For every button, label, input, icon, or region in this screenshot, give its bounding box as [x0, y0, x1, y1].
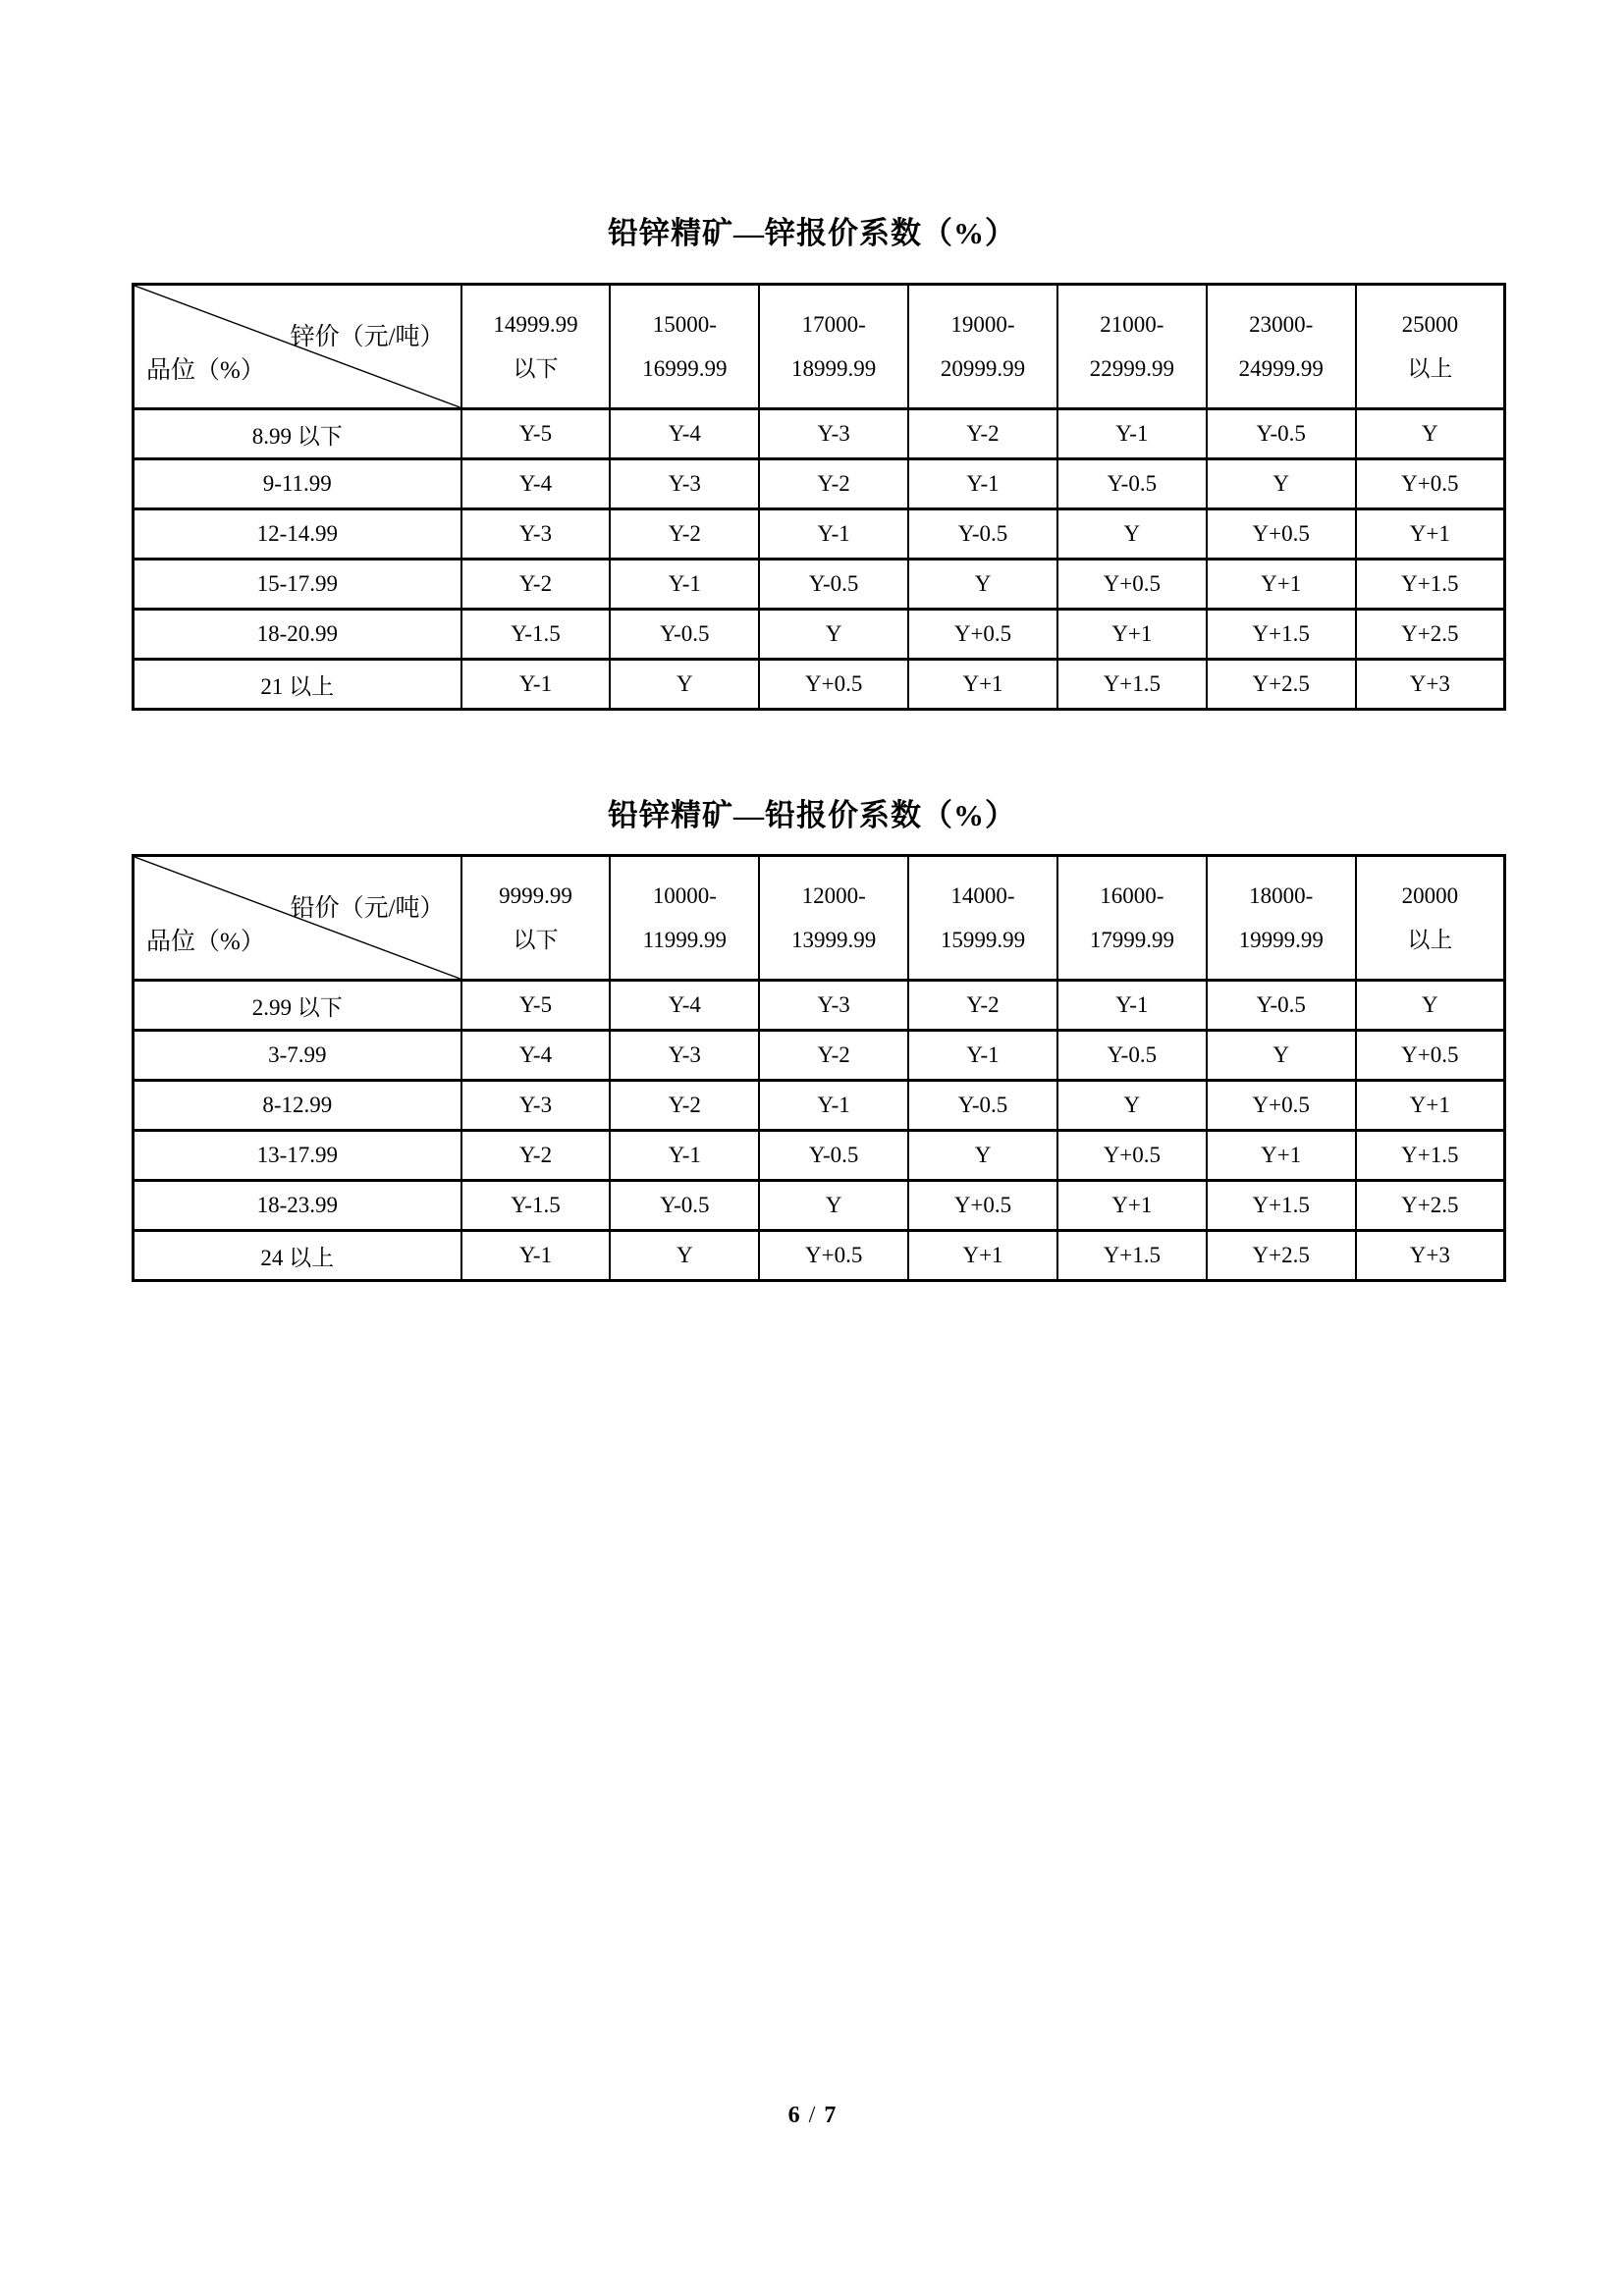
price-range-line2: 以下 [513, 928, 559, 952]
price-range-line2: 16999.99 [642, 356, 728, 381]
price-range-header [1057, 856, 1207, 981]
price-range-line2: 13999.99 [791, 928, 877, 952]
value-cell: Y+0.5 [759, 1231, 908, 1281]
table-row [134, 1031, 1505, 1081]
price-range-line2: 17999.99 [1089, 928, 1174, 952]
value-cell: Y-1 [759, 509, 908, 560]
grade-cell: 13-17.99 [134, 1131, 461, 1181]
value-cell: Y-2 [610, 1081, 759, 1131]
table-row [134, 509, 1505, 560]
zinc-table-title: 铅锌精矿—锌报价系数（%） [608, 216, 1016, 250]
value-cell: Y [759, 1181, 908, 1231]
price-range-line1: 25000 [1401, 312, 1459, 337]
value-cell: Y-0.5 [908, 509, 1057, 560]
value-cell: Y-2 [759, 1031, 908, 1081]
price-range-line1: 20000 [1401, 883, 1459, 908]
value-cell: Y+0.5 [1207, 509, 1356, 560]
page-footer [0, 2103, 1624, 2129]
price-range-header [908, 856, 1057, 981]
value-cell: Y+0.5 [908, 610, 1057, 660]
value-cell: Y-5 [461, 981, 611, 1031]
value-cell: Y+1.5 [1207, 1181, 1356, 1231]
grade-cell: 8-12.99 [134, 1081, 461, 1131]
value-cell: Y-3 [610, 1031, 759, 1081]
price-range-line2: 24999.99 [1238, 356, 1324, 381]
value-cell: Y+2.5 [1207, 1231, 1356, 1281]
grade-cell: 21 以上 [134, 660, 461, 710]
price-range-line1: 18000- [1249, 883, 1314, 908]
header-row [134, 285, 1505, 409]
value-cell: Y+1 [1207, 560, 1356, 610]
grade-axis-label: 品位（%） [146, 929, 265, 955]
value-cell: Y+1 [1207, 1131, 1356, 1181]
value-cell: Y+1.5 [1057, 1231, 1207, 1281]
price-range-header [610, 285, 759, 409]
grade-cell: 24 以上 [134, 1231, 461, 1281]
corner-cell [134, 285, 461, 409]
price-range-line1: 16000- [1100, 883, 1164, 908]
value-cell: Y+1 [908, 660, 1057, 710]
value-cell: Y-0.5 [1207, 981, 1356, 1031]
grade-cell: 2.99 以下 [134, 981, 461, 1031]
value-cell: Y+0.5 [1057, 560, 1207, 610]
table-row [134, 660, 1505, 710]
value-cell: Y-1 [610, 560, 759, 610]
value-cell: Y-0.5 [908, 1081, 1057, 1131]
price-range-line2: 18999.99 [791, 356, 877, 381]
value-cell: Y+0.5 [1356, 459, 1505, 509]
price-range-header [1057, 285, 1207, 409]
value-cell: Y-0.5 [1207, 409, 1356, 459]
price-range-line1: 23000- [1249, 312, 1314, 337]
table-row [134, 1081, 1505, 1131]
price-range-line2: 以上 [1407, 356, 1453, 381]
price-range-line2: 15999.99 [940, 928, 1026, 952]
grade-cell: 18-20.99 [134, 610, 461, 660]
value-cell: Y-2 [759, 459, 908, 509]
price-range-line1: 10000- [652, 883, 717, 908]
value-cell: Y-3 [759, 981, 908, 1031]
value-cell: Y+2.5 [1356, 610, 1505, 660]
value-cell: Y+0.5 [1057, 1131, 1207, 1181]
value-cell: Y-1.5 [461, 610, 611, 660]
value-cell: Y-0.5 [610, 610, 759, 660]
value-cell: Y+1.5 [1207, 610, 1356, 660]
value-cell: Y [908, 1131, 1057, 1181]
value-cell: Y-4 [610, 981, 759, 1031]
value-cell: Y-0.5 [759, 1131, 908, 1181]
value-cell: Y-2 [908, 981, 1057, 1031]
value-cell: Y-1 [759, 1081, 908, 1131]
grade-cell: 15-17.99 [134, 560, 461, 610]
table-row [134, 1181, 1505, 1231]
value-cell: Y-4 [610, 409, 759, 459]
value-cell: Y+0.5 [908, 1181, 1057, 1231]
value-cell: Y-1 [908, 459, 1057, 509]
page-number-total: 7 [824, 2103, 837, 2128]
grade-cell: 12-14.99 [134, 509, 461, 560]
value-cell: Y-4 [461, 1031, 611, 1081]
value-cell: Y [1057, 1081, 1207, 1131]
value-cell: Y+2.5 [1207, 660, 1356, 710]
price-range-line2: 22999.99 [1089, 356, 1174, 381]
grade-cell: 3-7.99 [134, 1031, 461, 1081]
table-row [134, 409, 1505, 459]
value-cell: Y-2 [610, 509, 759, 560]
price-range-line1: 14999.99 [493, 312, 578, 337]
price-range-header [461, 856, 611, 981]
price-range-line2: 20999.99 [940, 356, 1026, 381]
value-cell: Y-0.5 [1057, 1031, 1207, 1081]
page-number-separator: / [808, 2103, 816, 2128]
table-row [134, 981, 1505, 1031]
value-cell: Y+0.5 [1207, 1081, 1356, 1131]
value-cell: Y+1.5 [1356, 1131, 1505, 1181]
value-cell: Y-3 [759, 409, 908, 459]
table-row [134, 459, 1505, 509]
value-cell: Y-1 [1057, 409, 1207, 459]
grade-cell: 18-23.99 [134, 1181, 461, 1231]
value-cell: Y [1356, 981, 1505, 1031]
value-cell: Y+1.5 [1356, 560, 1505, 610]
value-cell: Y+2.5 [1356, 1181, 1505, 1231]
value-cell: Y+1.5 [1057, 660, 1207, 710]
value-cell: Y-0.5 [759, 560, 908, 610]
value-cell: Y-0.5 [610, 1181, 759, 1231]
value-cell: Y-1 [610, 1131, 759, 1181]
value-cell: Y-3 [610, 459, 759, 509]
value-cell: Y+1 [1356, 1081, 1505, 1131]
page-number-current: 6 [787, 2103, 800, 2128]
grade-cell: 9-11.99 [134, 459, 461, 509]
value-cell: Y [759, 610, 908, 660]
value-cell: Y-5 [461, 409, 611, 459]
price-range-line2: 以上 [1407, 928, 1453, 952]
table-row [134, 1131, 1505, 1181]
value-cell: Y-3 [461, 509, 611, 560]
value-cell: Y [1057, 509, 1207, 560]
price-range-header [759, 856, 908, 981]
price-range-line1: 9999.99 [499, 883, 572, 908]
zinc-coefficient-table [132, 283, 1506, 711]
value-cell: Y+1 [1057, 1181, 1207, 1231]
price-range-line1: 17000- [801, 312, 866, 337]
value-cell: Y-0.5 [1057, 459, 1207, 509]
value-cell: Y [1356, 409, 1505, 459]
lead-table-title: 铅锌精矿—铅报价系数（%） [608, 798, 1016, 832]
table-row [134, 560, 1505, 610]
price-axis-label: 锌价（元/吨） [290, 324, 445, 350]
value-cell: Y-2 [908, 409, 1057, 459]
price-range-line1: 14000- [950, 883, 1015, 908]
value-cell: Y-2 [461, 1131, 611, 1181]
price-range-line2: 19999.99 [1238, 928, 1324, 952]
grade-cell: 8.99 以下 [134, 409, 461, 459]
grade-axis-label: 品位（%） [146, 357, 265, 384]
price-range-header [1356, 285, 1505, 409]
value-cell: Y+3 [1356, 660, 1505, 710]
value-cell: Y+3 [1356, 1231, 1505, 1281]
price-range-line1: 12000- [801, 883, 866, 908]
corner-cell [134, 856, 461, 981]
price-range-line1: 15000- [652, 312, 717, 337]
value-cell: Y-1 [461, 660, 611, 710]
price-range-line1: 21000- [1100, 312, 1164, 337]
table-row [134, 610, 1505, 660]
price-range-header [908, 285, 1057, 409]
value-cell: Y+1 [1057, 610, 1207, 660]
value-cell: Y-1 [461, 1231, 611, 1281]
lead-coefficient-table [132, 854, 1506, 1282]
value-cell: Y+0.5 [1356, 1031, 1505, 1081]
price-axis-label: 铅价（元/吨） [290, 895, 445, 922]
price-range-header [1207, 856, 1356, 981]
price-range-line1: 19000- [950, 312, 1015, 337]
price-range-header [461, 285, 611, 409]
value-cell: Y-4 [461, 459, 611, 509]
price-range-header [610, 856, 759, 981]
value-cell: Y [908, 560, 1057, 610]
price-range-line2: 11999.99 [642, 928, 728, 952]
price-range-line2: 以下 [513, 356, 559, 381]
header-row [134, 856, 1505, 981]
value-cell: Y [610, 660, 759, 710]
value-cell: Y+1 [1356, 509, 1505, 560]
value-cell: Y [1207, 1031, 1356, 1081]
price-range-header [1207, 285, 1356, 409]
table-row [134, 1231, 1505, 1281]
value-cell: Y-2 [461, 560, 611, 610]
value-cell: Y [610, 1231, 759, 1281]
value-cell: Y-1 [908, 1031, 1057, 1081]
price-range-header [1356, 856, 1505, 981]
value-cell: Y-1 [1057, 981, 1207, 1031]
value-cell: Y+0.5 [759, 660, 908, 710]
value-cell: Y+1 [908, 1231, 1057, 1281]
value-cell: Y [1207, 459, 1356, 509]
value-cell: Y-1.5 [461, 1181, 611, 1231]
price-range-header [759, 285, 908, 409]
value-cell: Y-3 [461, 1081, 611, 1131]
